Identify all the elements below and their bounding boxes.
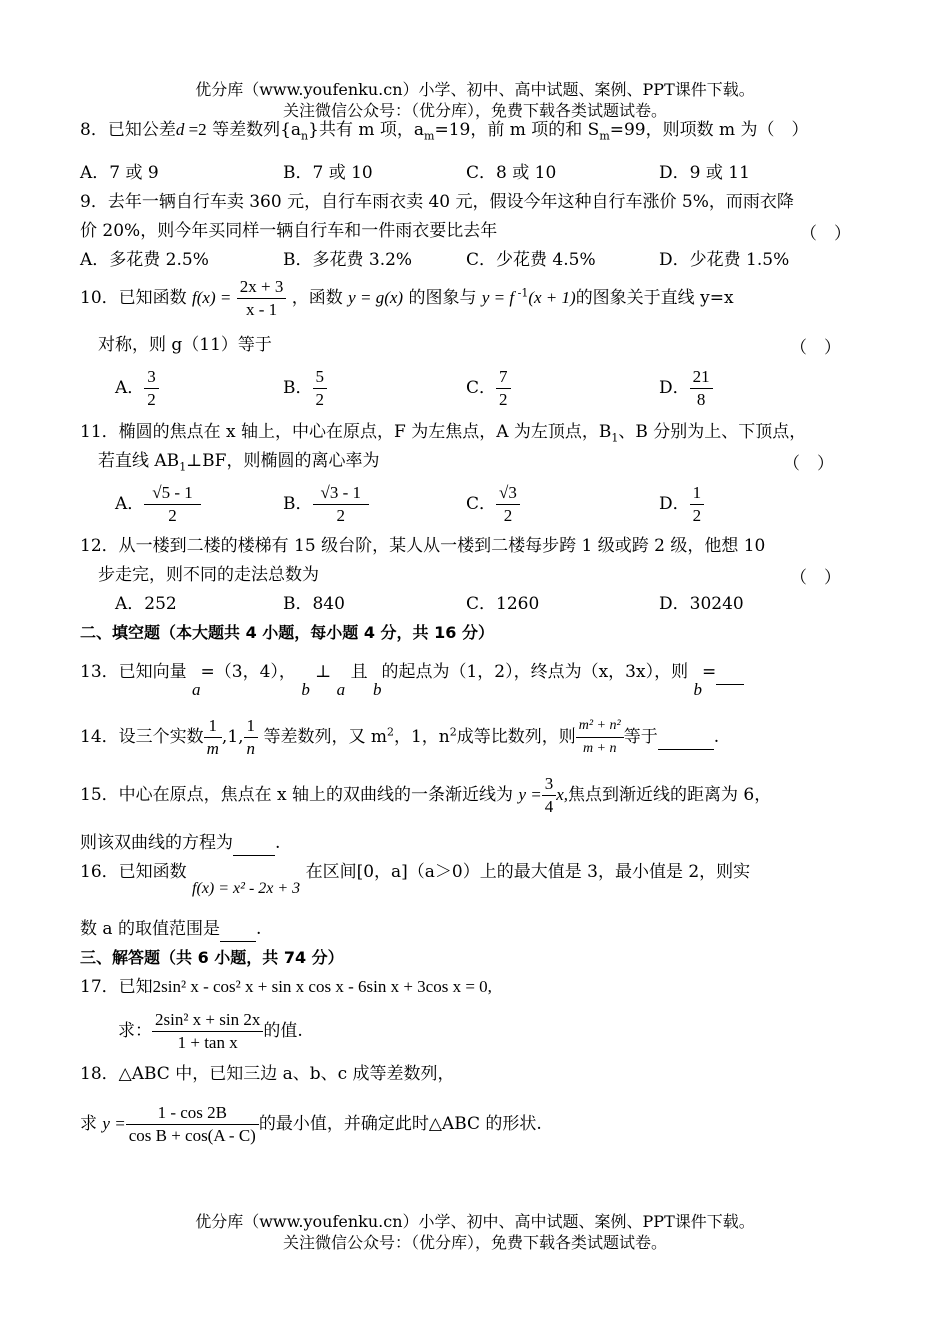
question-17-line-2: 求： $\frac{\text{2sin² x + sin 2x}}{\text{1 + tan x}}$ 的值. bbox=[118, 1010, 303, 1052]
question-14: 14．设三个实数 $\frac{1}{m}$ ,1, $\frac{1}{n}$ 等差数列，又 $m^2$，1，$n^2$成等比数列，则 $\frac{\text{m² + n²}}{m + n}$ 等于 . bbox=[80, 716, 720, 758]
q11-option-b: B． $\frac{√3 - 1}{2}$ bbox=[283, 482, 369, 527]
q9-option-a: A．多花费 2.5% bbox=[80, 250, 209, 270]
question-12-line-1: 12．从一楼到二楼的楼梯有 15 级台阶，某人从一楼到二楼每步跨 1 级或跨 2 级，他想 10 bbox=[80, 536, 766, 556]
question-18-line-1: 18．△ABC 中，已知三边 a、b、c 成等差数列， bbox=[80, 1064, 455, 1084]
q10-option-a: A． $\frac{3}{2}$ bbox=[115, 366, 159, 411]
q12-option-a: A．252 bbox=[115, 594, 177, 614]
question-16-line-1: 16．已知函数 f(x) = x² - 2x + 3 在区间[0，a]（a＞0）上的最大值是 3，最小值是 2，则实 bbox=[80, 862, 751, 897]
section-2-heading: 二、填空题（本大题共 4 小题，每小题 4 分，共 16 分） bbox=[80, 623, 494, 642]
q13-answer-blank bbox=[716, 660, 744, 685]
question-11-line-1: 11．椭圆的焦点在 x 轴上，中心在原点，F 为左焦点，A 为左顶点，$B_1$、B 分别为上、下顶点， bbox=[80, 422, 807, 445]
question-16-line-2: 数 a 的取值范围是 . bbox=[80, 917, 261, 942]
question-15-line-2: 则该双曲线的方程为 . bbox=[80, 831, 280, 856]
section-3-heading: 三、解答题（共 6 小题，共 74 分） bbox=[80, 948, 344, 967]
q9-answer-paren: （ ） bbox=[800, 224, 851, 244]
header-line-2: 关注微信公众号：（优分库），免费下载各类试题试卷。 bbox=[282, 101, 667, 120]
q11-option-d: D． $\frac{1}{2}$ bbox=[659, 482, 704, 527]
question-8: 8．已知公差d =2 等差数列$\{a_n\}$共有 m 项，$a_m=19$，前 m 项的和 $S_m=99$，则项数 m 为（ ） bbox=[80, 120, 809, 143]
q14-answer-blank bbox=[658, 725, 714, 750]
question-13: 13．已知向量 a=（3，4）， b ⊥ a 且 b的起点为（1，2），终点为（x，3x），则 b= bbox=[80, 660, 744, 685]
q12-option-c: C．1260 bbox=[466, 594, 540, 614]
question-10-line-1: 10．已知函数 f(x) = $\frac{2x + 3}{x - 1}$ ，函数 y = g(x) 的图象与 y = f $^{-1}$(x + 1)的图象关于直线 y=x bbox=[80, 277, 734, 319]
q12-option-b: B．840 bbox=[283, 594, 345, 614]
question-10-line-2: 对称，则 g（11）等于 bbox=[98, 335, 272, 355]
question-9-line-2: 价 20%，则今年买同样一辆自行车和一件雨衣要比去年 bbox=[80, 221, 498, 241]
q8-option-c: C．8 或 10 bbox=[466, 163, 557, 183]
question-11-line-2: 若直线 $AB_1\perp BF$，则椭圆的离心率为 bbox=[98, 451, 380, 474]
footer-line-1: 优分库（www.youfenku.cn）小学、初中、高中试题、案例、PPT课件下载。 bbox=[195, 1212, 755, 1231]
q15-answer-blank bbox=[233, 831, 275, 856]
question-17-line-1: 17．已知2sin² x - cos² x + sin x cos x - 6sin x + 3cos x = 0, bbox=[80, 977, 492, 997]
q9-option-d: D．少花费 1.5% bbox=[659, 250, 790, 270]
q8-option-a: A．7 或 9 bbox=[80, 163, 159, 183]
question-12-line-2: 步走完，则不同的走法总数为 bbox=[98, 565, 319, 585]
question-15-line-1: 15．中心在原点，焦点在 x 轴上的双曲线的一条渐近线为 y = $\frac{3}{4}$ x,焦点到渐近线的距离为 6， bbox=[80, 774, 772, 816]
q10-option-c: C． $\frac{7}{2}$ bbox=[466, 366, 511, 411]
q16-answer-blank bbox=[220, 917, 256, 942]
q8-option-d: D．9 或 11 bbox=[659, 163, 750, 183]
footer-line-2: 关注微信公众号：（优分库），免费下载各类试题试卷。 bbox=[282, 1233, 667, 1252]
header-line-1: 优分库（www.youfenku.cn）小学、初中、高中试题、案例、PPT课件下载。 bbox=[195, 80, 755, 99]
q12-option-d: D．30240 bbox=[659, 594, 744, 614]
q12-answer-paren: （ ） bbox=[790, 568, 841, 588]
q10-answer-paren: （ ） bbox=[790, 338, 841, 358]
q11-answer-paren: （ ） bbox=[783, 454, 834, 474]
q11-option-a: A． $\frac{√5 - 1}{2}$ bbox=[115, 482, 201, 527]
question-9-line-1: 9．去年一辆自行车卖 360 元，自行车雨衣卖 40 元，假设今年这种自行车涨价 5%，而雨衣降 bbox=[80, 192, 794, 212]
q10-option-b: B． $\frac{5}{2}$ bbox=[283, 366, 327, 411]
q8-option-b: B．7 或 10 bbox=[283, 163, 373, 183]
q11-option-c: C． $\frac{√3}{2}$ bbox=[466, 482, 520, 527]
q10-function-fraction: $\frac{2x + 3}{x - 1}$ bbox=[237, 276, 287, 321]
q10-option-d: D． $\frac{21}{8}$ bbox=[659, 366, 713, 411]
question-18-line-2: 求 y = $\frac{1 - \cos 2B}{\text{cos B + cos(A - C)}}$ 的最小值，并确定此时△ABC 的形状. bbox=[80, 1103, 542, 1145]
q9-option-b: B．多花费 3.2% bbox=[283, 250, 413, 270]
q9-option-c: C．少花费 4.5% bbox=[466, 250, 596, 270]
